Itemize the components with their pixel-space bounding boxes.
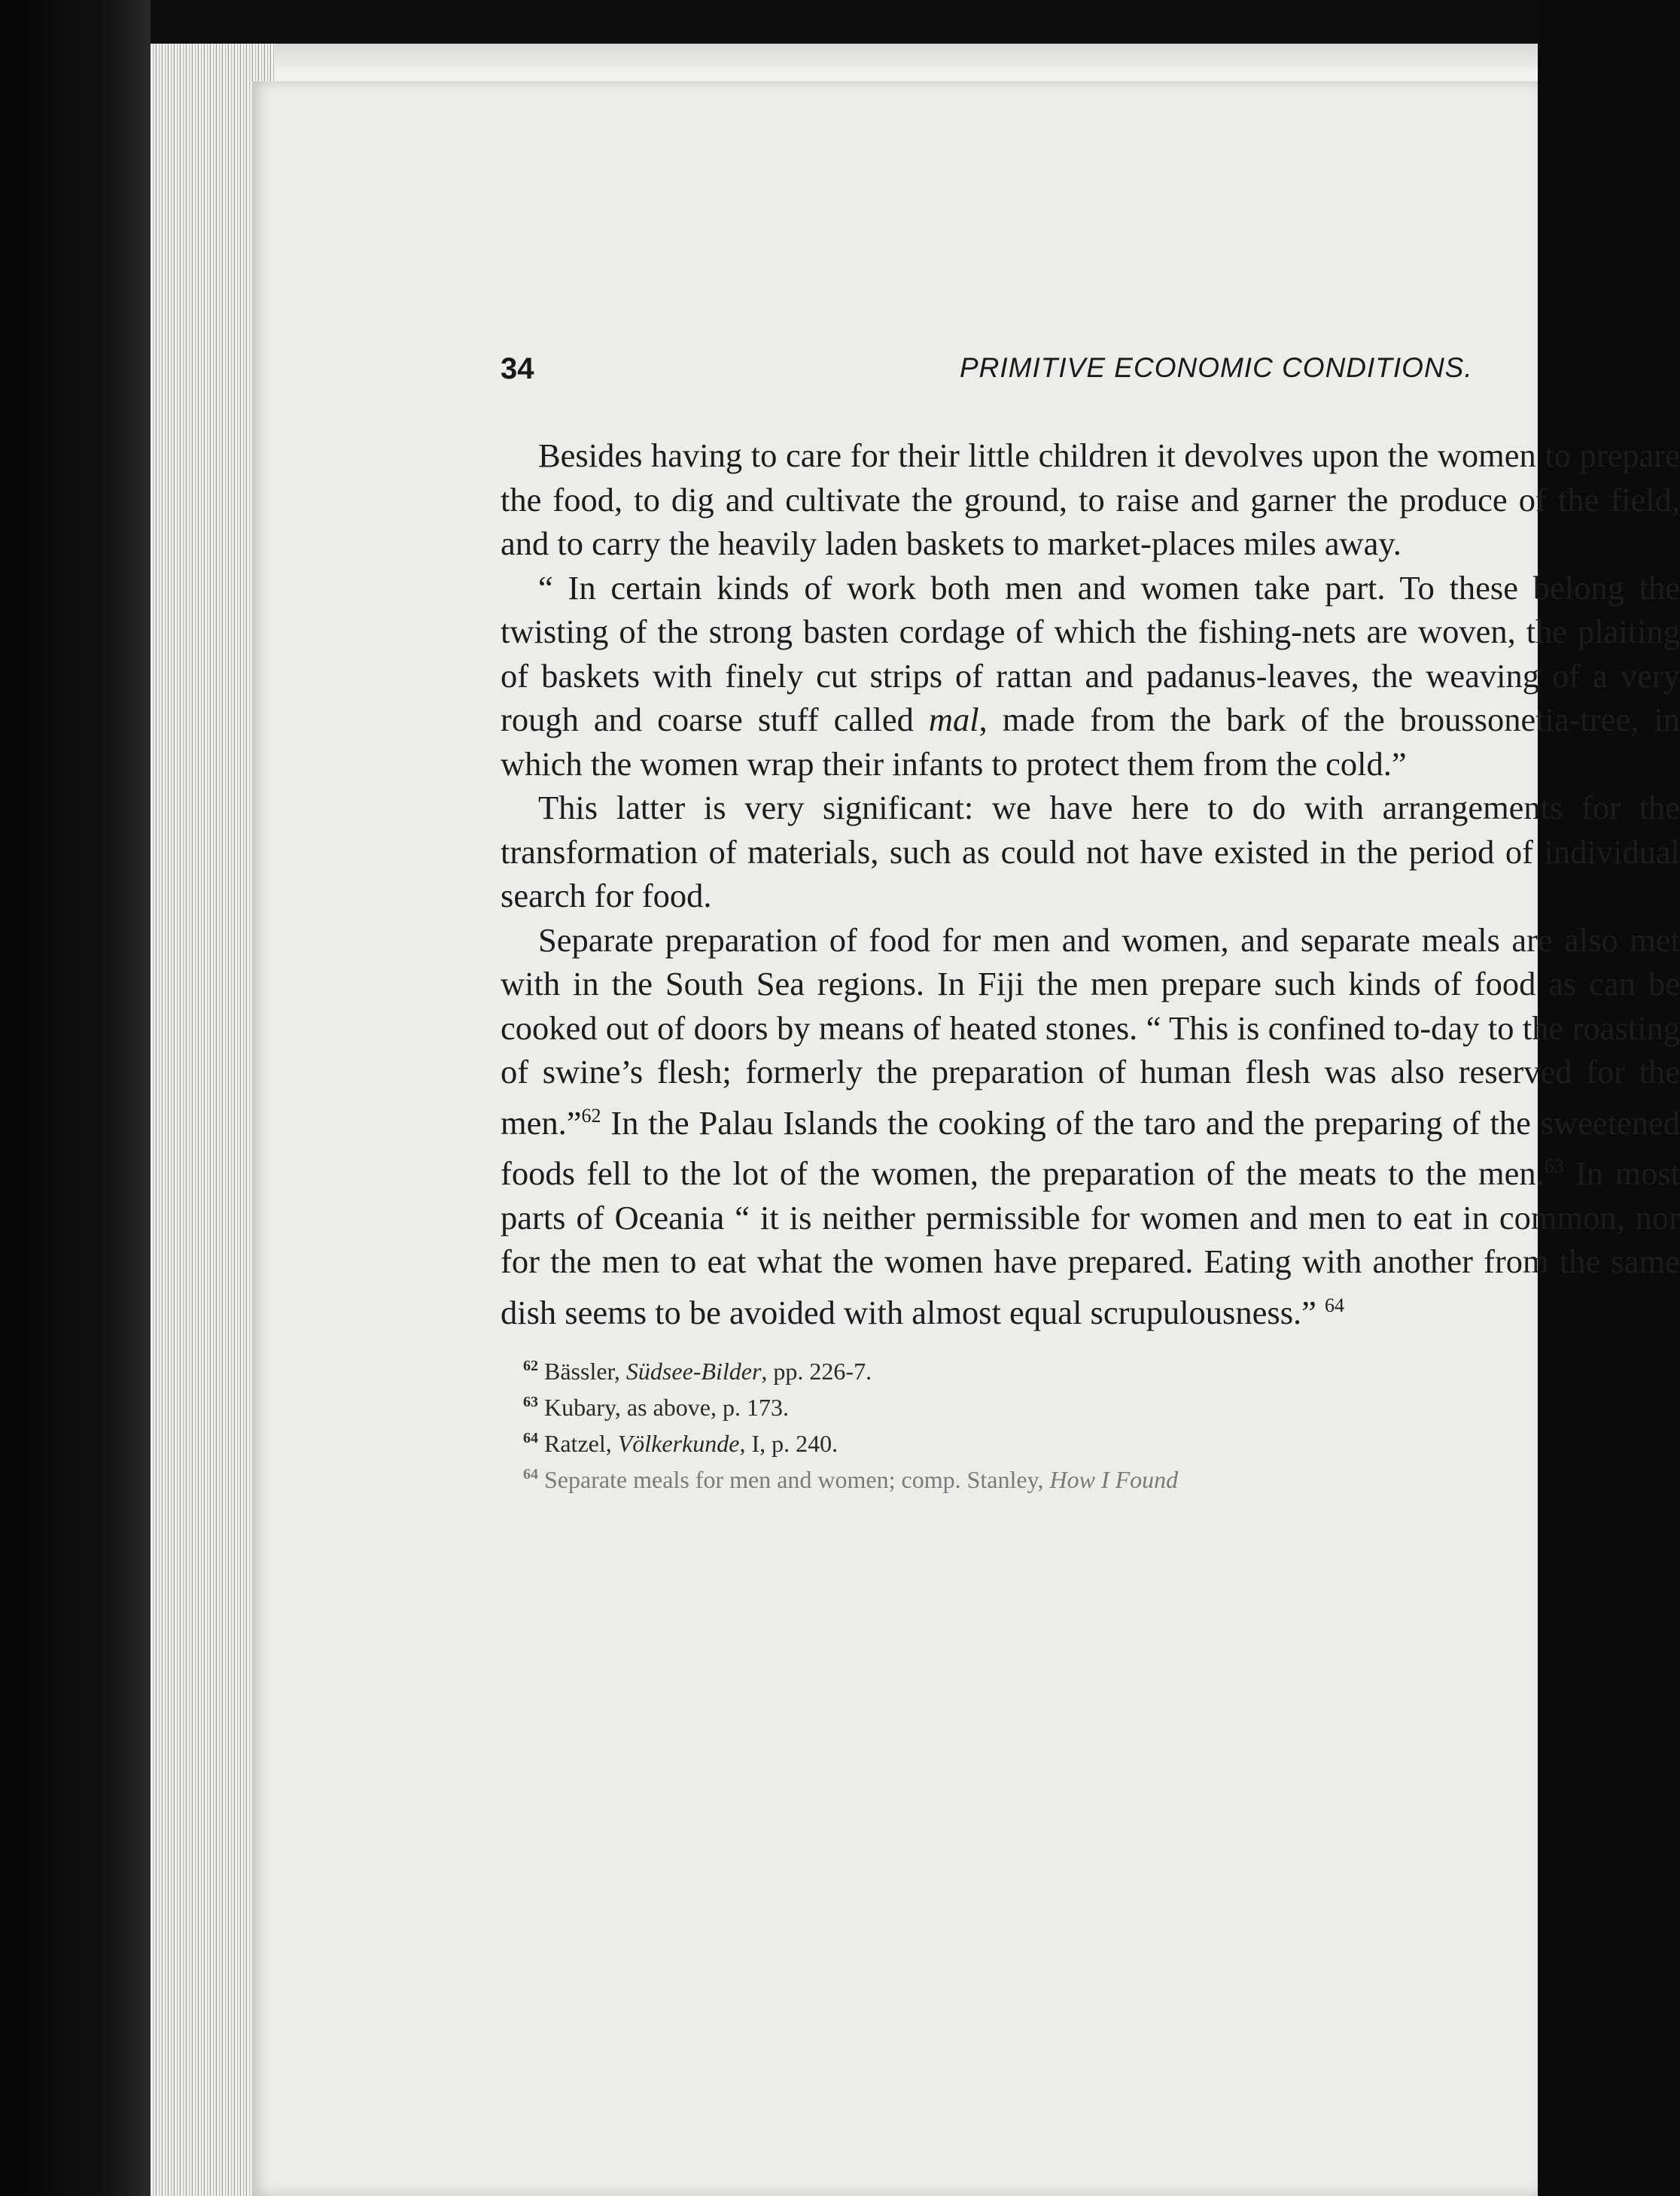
footnote-mark: 62 bbox=[523, 1358, 538, 1374]
footnote bbox=[501, 1387, 1680, 1423]
footnote bbox=[501, 1423, 1680, 1459]
footnote-ref: 63 bbox=[1544, 1155, 1564, 1177]
running-head: PRIMITIVE ECONOMIC CONDITIONS. bbox=[960, 352, 1473, 383]
footnote-text: Ratzel, bbox=[544, 1430, 618, 1457]
footnote-text: Separate meals for men and women; comp. Stanley, bbox=[544, 1466, 1050, 1493]
footnote-title: Völkerkunde bbox=[617, 1430, 740, 1457]
footnote bbox=[501, 1351, 1680, 1387]
paragraph-text: In the Palau Islands the cooking of the taro and the preparing of the sweetened foods fell to the lot of the women, the preparation of the meats to the men. bbox=[501, 1103, 1680, 1192]
book-page bbox=[252, 81, 1680, 2196]
paragraph-text: In most parts of Oceania “ it is neither permissible for women and men to eat in common, nor for the men to eat what the women have prepared. Eating with another from the same dish seems to be avoided with almost equal scrupulousness.” bbox=[501, 1154, 1680, 1331]
footnote bbox=[501, 1459, 1680, 1495]
footnote-mark: 64 bbox=[523, 1466, 538, 1483]
body-text bbox=[501, 433, 1680, 1334]
footnote-ref: 62 bbox=[581, 1104, 601, 1127]
footnotes bbox=[501, 1351, 1680, 1495]
italic-word: mal bbox=[928, 701, 979, 738]
page-content bbox=[501, 352, 1680, 1495]
page-header bbox=[501, 352, 1680, 397]
left-shadow bbox=[0, 0, 151, 2196]
footnote-title: Südsee-Bilder bbox=[625, 1358, 762, 1385]
footnote-title: How I Found bbox=[1049, 1466, 1179, 1493]
footnote-text: , pp. 226-7. bbox=[761, 1358, 872, 1385]
paragraph bbox=[501, 918, 1680, 1335]
paragraph: This latter is very significant: we have here to do with arrangements for the transformation of materials, such as could not have existed in the period of individual search for food. bbox=[501, 789, 1680, 914]
paragraph-text: Separate preparation of food for men and women, and separate meals are also met with in the South Sea regions. In Fiji the men prepare such kinds of food as can be cooked out of doors by means of heated stones. “ This is confined to-day to the roasting of swine’s flesh; formerly the preparation of human flesh was also reserved for the men.” bbox=[501, 920, 1680, 1142]
quote-text-a: “ In certain kinds of work both men and women take part. To these belong the twisting of the strong basten cordage of which the fishing-nets are woven, the plaiting of baskets with finely cut strips of rattan and padanus-leaves, the weaving of a very rough and coarse stuff called mal, made from the bark of the broussonetia-tree, in which the women wrap their infants to protect them from the cold.” bbox=[501, 568, 1680, 783]
paragraph: Besides having to care for their little children it devolves upon the women to prepare the food, to dig and cultivate the ground, to raise and garner the produce of the field, and to carry the heavily laden baskets to market-places miles away. bbox=[501, 436, 1680, 562]
footnote-text: , I, p. 240. bbox=[739, 1430, 838, 1457]
paragraph bbox=[501, 566, 1680, 786]
footnote-text: Bässler, bbox=[544, 1358, 626, 1385]
footnote-mark: 64 bbox=[523, 1430, 538, 1446]
footnote-text: Kubary, as above, p. 173. bbox=[544, 1394, 789, 1421]
footnote-mark: 63 bbox=[523, 1394, 538, 1410]
page-number: 34 bbox=[501, 352, 534, 385]
footnote-ref: 64 bbox=[1325, 1294, 1345, 1316]
